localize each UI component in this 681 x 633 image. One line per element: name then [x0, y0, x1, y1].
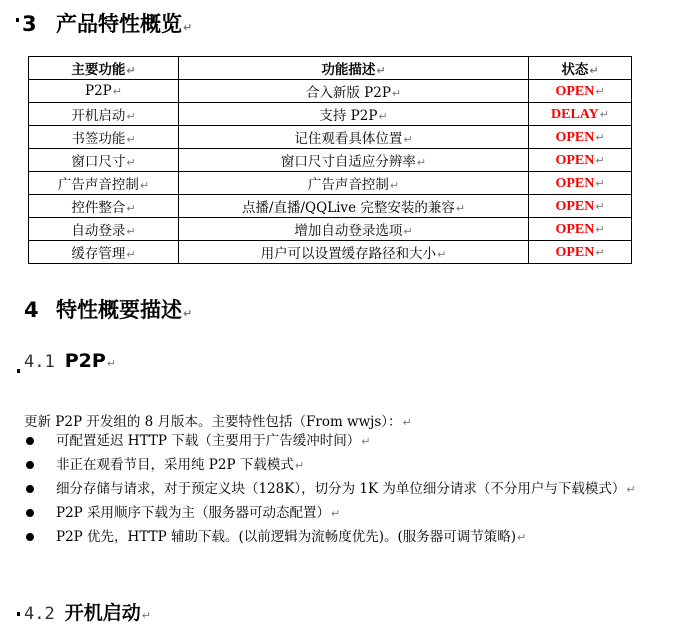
section-4-title: 特性概要描述: [56, 298, 182, 322]
header-feature: 主要功能↵: [29, 57, 179, 80]
section-4-1-heading: [24, 350, 116, 372]
description-cell: 点播/直播/QQLive 完整安装的兼容↵: [179, 195, 529, 218]
list-item: 非正在观看节目，采用纯 P2P 下载模式↵: [24, 454, 644, 477]
status-cell: OPEN↵: [529, 241, 632, 264]
table-row: [29, 241, 632, 264]
description-cell: 支持 P2P↵: [179, 103, 529, 126]
heading-bullet-mark: [17, 612, 20, 616]
paragraph-mark-icon: ↵: [402, 416, 412, 429]
status-cell: OPEN↵: [529, 149, 632, 172]
section-4-2-heading: [24, 598, 151, 625]
status-cell: OPEN↵: [529, 80, 632, 103]
paragraph-mark-icon: ↵: [141, 609, 151, 622]
table-row: [29, 80, 632, 103]
heading-bullet-mark: [17, 369, 20, 373]
feature-cell: 缓存管理↵: [29, 241, 179, 264]
list-item: 可配置延迟 HTTP 下载（主要用于广告缓冲时间）↵: [24, 430, 644, 453]
section-4-1-number: 4.1: [24, 352, 55, 372]
table-row: [29, 126, 632, 149]
header-description: 功能描述↵: [179, 57, 529, 80]
bullet-icon: [26, 461, 34, 469]
status-cell: OPEN↵: [529, 218, 632, 241]
status-cell: OPEN↵: [529, 195, 632, 218]
section-4-2-number: 4.2: [24, 604, 55, 624]
feature-cell: 广告声音控制↵: [29, 172, 179, 195]
feature-table: [28, 56, 632, 264]
description-cell: 合入新版 P2P↵: [179, 80, 529, 103]
table-header-row: [29, 57, 632, 80]
paragraph-mark-icon: ↵: [183, 21, 193, 34]
bullet-icon: [26, 509, 34, 517]
section-4-1-title: P2P: [64, 350, 106, 372]
section-4-2-title: 开机启动: [64, 602, 141, 624]
heading-bullet-mark: [16, 18, 19, 22]
list-item: P2P 采用顺序下载为主（服务器可动态配置）↵: [24, 502, 644, 525]
feature-cell: 自动登录↵: [29, 218, 179, 241]
feature-cell: 开机启动↵: [29, 103, 179, 126]
table-row: [29, 172, 632, 195]
description-cell: 记住观看具体位置↵: [179, 126, 529, 149]
bullet-icon: [26, 437, 34, 445]
paragraph-mark-icon: ↵: [183, 307, 193, 320]
section-3-heading: [22, 8, 192, 38]
section-3-title: 产品特性概览: [56, 12, 182, 36]
feature-cell: 窗口尺寸↵: [29, 149, 179, 172]
section-4-heading: [24, 294, 192, 324]
feature-cell: 控件整合↵: [29, 195, 179, 218]
section-3-number: 3: [22, 12, 37, 36]
feature-bullet-list: [24, 430, 644, 550]
feature-cell: P2P↵: [29, 80, 179, 103]
intro-paragraph: 更新 P2P 开发组的 8 月版本。主要特性包括（From wwjs）：↵: [24, 414, 412, 430]
section-4-number: 4: [24, 298, 39, 322]
header-status: 状态↵: [529, 57, 632, 80]
description-cell: 广告声音控制↵: [179, 172, 529, 195]
description-cell: 用户可以设置缓存路径和大小↵: [179, 241, 529, 264]
paragraph-mark-icon: ↵: [106, 357, 117, 370]
bullet-icon: [26, 485, 34, 493]
table-row: [29, 103, 632, 126]
list-item: P2P 优先，HTTP 辅助下载。(以前逻辑为流畅度优先)。(服务器可调节策略)↵: [24, 526, 644, 549]
table-row: [29, 149, 632, 172]
bullet-icon: [26, 533, 34, 541]
table-row: [29, 195, 632, 218]
status-cell: OPEN↵: [529, 172, 632, 195]
status-cell: DELAY↵: [529, 103, 632, 126]
description-cell: 增加自动登录选项↵: [179, 218, 529, 241]
list-item: 细分存储与请求，对于预定义块（128K），切分为 1K 为单位细分请求（不分用户与下载模式）↵: [24, 478, 644, 501]
table-row: [29, 218, 632, 241]
status-cell: OPEN↵: [529, 126, 632, 149]
description-cell: 窗口尺寸自适应分辨率↵: [179, 149, 529, 172]
feature-cell: 书签功能↵: [29, 126, 179, 149]
